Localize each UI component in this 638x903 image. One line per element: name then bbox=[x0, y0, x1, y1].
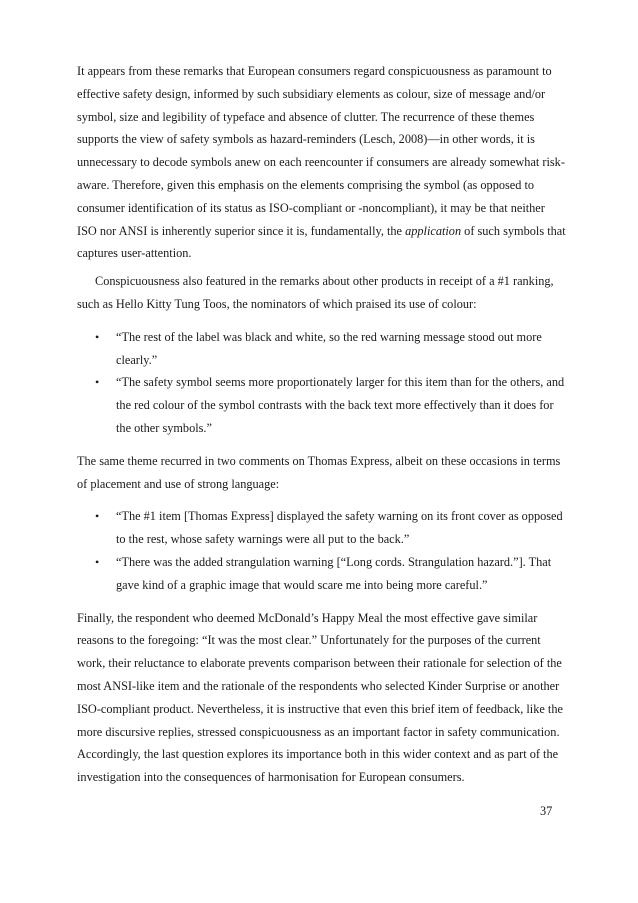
page-number: 37 bbox=[540, 804, 553, 818]
list-item bbox=[77, 505, 567, 551]
list-item bbox=[77, 551, 567, 597]
paragraph-1-text-end: of such symbols that captures user-attention. bbox=[77, 223, 566, 261]
bullet-icon: • bbox=[95, 375, 100, 390]
quote-text: “The safety symbol seems more proportionately larger for this item than for the others, and the red colour of the symbol contrasts with the back text more effectively than it does for the other symbols.” bbox=[116, 375, 565, 435]
quote-list-hello-kitty bbox=[77, 326, 567, 440]
paragraph-hello-kitty: Conspicuousness also featured in the remarks about other products in receipt of a #1 ranking, such as Hello Kitty Tung Toos, the nominators of which praised its use of colour: bbox=[77, 274, 554, 311]
quote-text: “There was the added strangulation warning [“Long cords. Strangulation hazard.”]. That gave kind of a graphic image that would scare me into being more careful.” bbox=[116, 554, 552, 592]
paragraph-conspicuousness-remarks bbox=[77, 60, 567, 265]
bullet-icon: • bbox=[95, 329, 100, 344]
list-item bbox=[77, 326, 567, 372]
quote-list-thomas-express bbox=[77, 505, 567, 596]
page-body bbox=[77, 60, 567, 789]
bullet-icon: • bbox=[95, 509, 100, 524]
paragraph-thomas-express: The same theme recurred in two comments on Thomas Express, albeit on these occasions in terms of placement and use of strong language: bbox=[77, 453, 561, 491]
paragraph-1-text-start: It appears from these remarks that European consumers regard conspicuousness as paramount to effective safety design, informed by such subsidiary elements as colour, size of message and/or symbol, size and legibility of typeface and absence of clutter. The recurrence of these themes supports the view of safety symbols as hazard-reminders (Lesch, 2008)—in other words, it is unnecessary to decode symbols anew on each reencounter if consumers are already somewhat risk-aware. Therefore, given this emphasis on the elements comprising the symbol (as opposed to consumer identification of its status as ISO-compliant or -noncompliant), it may be that neither ISO nor ANSI is inherently superior since it is, fundamentally, the bbox=[77, 64, 565, 238]
quote-text: “The rest of the label was black and white, so the red warning message stood out more clearly.” bbox=[116, 329, 542, 367]
paragraph-mcdonalds-happy-meal: Finally, the respondent who deemed McDonald’s Happy Meal the most effective gave similar reasons to the foregoing: “It was the most clear.” Unfortunately for the purposes of the current work, their reluctance to elaborate prevents comparison between their rationale for selection of the most ANSI-like item and the rationale of the respondents who selected Kinder Surprise or another ISO-compliant product. Nevertheless, it is instructive that even this brief item of feedback, like the more discursive replies, stressed conspicuousness as an important factor in safety communication. Accordingly, the last question explores its importance both in this wider context and as part of the investigation into the consequences of harmonisation for European consumers. bbox=[77, 610, 563, 785]
bullet-icon: • bbox=[95, 554, 100, 569]
quote-text: “The #1 item [Thomas Express] displayed the safety warning on its front cover as opposed to the rest, whose safety warnings were all put to the back.” bbox=[116, 509, 563, 547]
list-item bbox=[77, 371, 567, 439]
paragraph-1-italic-application: application bbox=[405, 223, 462, 238]
